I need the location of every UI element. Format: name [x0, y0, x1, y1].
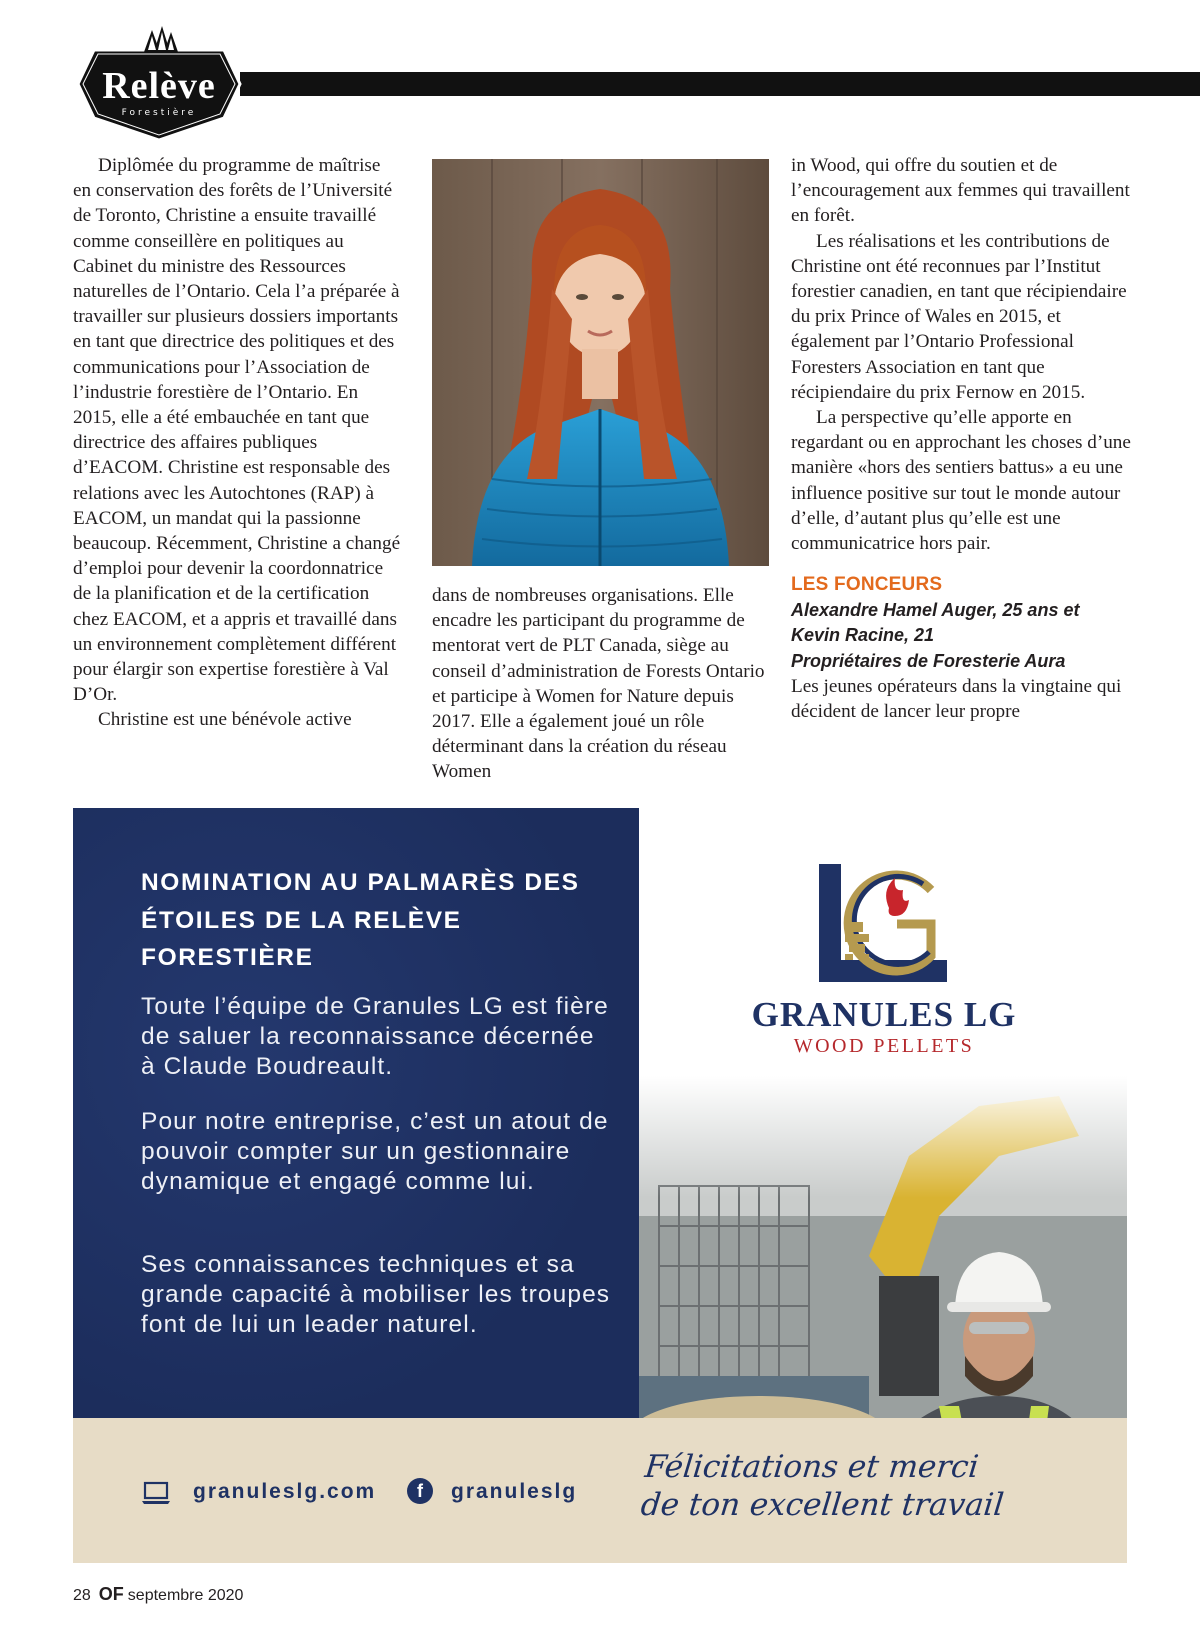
article-column-3	[791, 153, 1131, 724]
article-column-1	[73, 153, 403, 733]
ad-slogan	[639, 1448, 1067, 1524]
section-names: Alexandre Hamel Auger, 25 ans et Kevin Racine, 21	[791, 600, 1080, 646]
col1-paragraph-2: Christine est une bénévole active	[98, 709, 352, 731]
col1-paragraph-1: Diplômée du programme de maîtrise en conservation des forêts de l’Université de Toronto, Christine a ensuite travaillé comme conseillère en politiques au Cabinet du ministre des Ressources naturelles de l’Ontario. Cela l’a préparée à travailler sur plusieurs dossiers importants en tant que directrice des politiques et des communications pour l’Association de l’industrie forestière de l’Ontario. En 2015, elle a été embauchée en tant que directrice des affaires publiques d’EACOM. Christine est responsable des relations avec les Autochtones (RAP) à EACOM, un mandat qui la passionne beaucoup. Récemment, Christine a changé d’emploi pour devenir la coordonnatrice de la planification et de la certification chez EACOM, et a appris et travaillé dans un environnement complètement différent pour élargir son expertise forestière à Val D’Or.	[73, 155, 401, 706]
section-company: Propriétaires de Foresterie Aura	[791, 650, 1066, 671]
col3-paragraph-3: La perspective qu’elle apporte en regardant ou en approchant les choses d’une manière «hors des sentiers battus» a eu une influence positive sur tout le monde autour d’elle, d’autant plus qu’elle est une communicatrice hors pair.	[791, 407, 1131, 555]
facebook-icon[interactable]: f	[407, 1478, 433, 1504]
granules-lg-advertisement	[73, 808, 1127, 1563]
article-column-2	[432, 583, 770, 785]
slogan-line-1: Félicitations et merci	[643, 1449, 981, 1485]
logo-title: Relève	[102, 65, 216, 107]
ad-brand-panel	[639, 808, 1127, 1418]
brand-subtitle: WOOD PELLETS	[793, 1035, 975, 1057]
ad-title: NOMINATION AU PALMARÈS DES ÉTOILES DE LA RELÈVE FORESTIÈRE	[141, 869, 580, 971]
issue-date: septembre 2020	[127, 1587, 244, 1604]
section-text: Les jeunes opérateurs dans la vingtaine qui décident de lancer leur propre	[791, 675, 1122, 723]
logo-subtitle: Forestière	[121, 108, 197, 118]
portrait-photo	[432, 159, 769, 566]
releve-forestiere-logo	[74, 26, 244, 142]
header-bar	[240, 72, 1200, 96]
website-link[interactable]: granuleslg.com	[193, 1480, 377, 1503]
ad-bottom-banner	[73, 1418, 1127, 1563]
publication-name: OF	[98, 1584, 124, 1604]
facebook-link[interactable]: granuleslg	[451, 1480, 578, 1503]
col3-paragraph-1: in Wood, qui offre du soutien et de l’encouragement aux femmes qui travaillent en forêt.	[791, 155, 1130, 227]
col3-paragraph-2: Les réalisations et les contributions de Christine ont été reconnues par l’Institut forestier canadien, en tant que récipiendaire du prix Prince of Wales en 2015, et également par l’Ontario Professional Foresters Association en tant que récipiendaire du prix Fernow en 2015.	[791, 230, 1127, 403]
portrait-image	[432, 159, 769, 566]
page-footer	[73, 1584, 243, 1605]
ad-paragraph-2: Pour notre entreprise, c’est un atout de pouvoir compter sur un gestionnaire dynamique et engagé comme lui.	[141, 1108, 609, 1195]
page-number: 28	[73, 1587, 91, 1604]
col2-paragraph: dans de nombreuses organisations. Elle encadre les participant du programme de mentorat vert de PLT Canada, siège au conseil d’administration de Forests Ontario et participe à Women for Nature depuis 2017. Elle a également joué un rôle déterminant dans la création du réseau Women	[432, 585, 765, 783]
granules-lg-logo-icon	[811, 860, 951, 990]
ad-paragraph-3: Ses connaissances techniques et sa grande capacité à mobiliser les troupes font de lui un leader naturel.	[141, 1251, 611, 1338]
laptop-icon	[141, 1481, 171, 1505]
brand-name: GRANULES LG	[751, 995, 1017, 1034]
ad-text-panel	[73, 808, 639, 1418]
slogan-line-2: de ton excellent travail	[639, 1487, 1006, 1523]
section-heading: LES FONCEURS	[791, 574, 943, 596]
ad-paragraph-1: Toute l’équipe de Granules LG est fière de saluer la reconnaissance décernée à Claude Boudreault.	[141, 993, 609, 1080]
